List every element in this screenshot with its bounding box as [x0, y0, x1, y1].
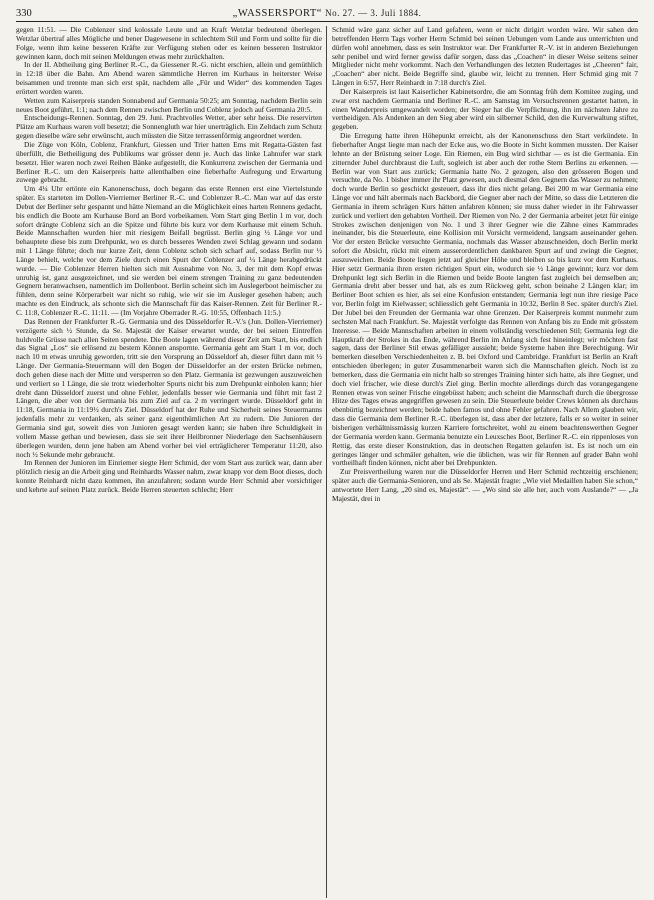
text-columns [16, 26, 638, 898]
page-number: 330 [16, 8, 32, 19]
paragraph: Schmid wäre ganz sicher auf Land gefahren, wenn er nicht dirigirt worden wäre. Wir sahen den betreffenden Herrn Tags vorher Herrn Schmid bei seinen Uebungen vom Lande aus unterrichten und dürfen wohl annehmen, dass es sein Instruktor war. Der Frankfurter R.-V. ist in anderen Beziehungen sehr penibel und wird ferner gewiss dafür sorgen, dass das „Coachen“ in dieser Weise seitens seiner Mitglieder nicht mehr vorkommt. Nach den Verhandlungen des letzten Rudertages ist „Cheeren“ fair, „Coachen“ aber nicht. Beide Begriffe sind, glaube wir, leicht zu trennen. Herr Schmid ging mit 7 Längen in 6:57, Herr Reinhardt in 7:18 durch's Ziel. [332, 26, 638, 88]
paragraph: gegen 11:51. — Die Coblenzer sind kolossale Leute und an Kraft Wetzlar bedeutend überlegen. Wetzlar übertraf alles Mögliche und bener Dagewesene in schlechtem Stil und Form und sollte für die Folge, wenn ihm keine besseren Kräfte zur Verfügung stehen oder es keinen besseren Instruktor gewinnen kann, doch mit seinen Meldungen etwas mehr zurückhalten. [16, 26, 322, 61]
paragraph: Zur Preisvertheilung waren nur die Düsseldorfer Herren und Herr Schmid rechtzeitig erschienen; später auch die Germania-Senioren, und als Se. Majestät fragte: „Wie viel Medaillen haben Sie schon,“ antwortete Herr Lang, „20 sind es, Majestät“. — „Wo sind sie alle her, auch vom Auslande?“ — „Ja Majestät, drei in [332, 467, 638, 503]
paragraph: Im Rennen der Junioren im Einriemer siegte Herr Schmid, der vom Start aus zurück war, dann aber plötzlich riesig an die Arbeit ging und Reinhardts Wasser nahm, zwar knapp vor dem Boot dieses, doch konnte Reinhardt nicht dazu kommen, ihn anzufahren; sodann wurde Herr Schmid aber vorsichtiger und kehrte auf seinen Platz zurück. Beide Herren steuerten schlecht; Herr [16, 458, 322, 494]
left-column [16, 26, 322, 898]
publication-title: „WASSERSPORT“ [232, 8, 322, 19]
paragraph: Die Züge von Köln, Coblenz, Frankfurt, Giessen und Trier hatten Ems mit Regatta-Gästen fast überfüllt, die Betheiligung des Publikums war grösser denn je. Auch das linke Lahnufer war stark besetzt. Hier waren noch zwei Reihen Bänke aufgestellt, die Konkurrenz zwischen der Germania und Berliner R.-C. um den Kaiserpreis hatte allenthalben eine fieberhafte Aufregung und Erwartung zuwege gebracht. [16, 139, 322, 185]
paragraph: Um 4¼ Uhr ertönte ein Kanonenschuss, doch begann das erste Rennen erst eine Viertelstunde später. Es starteten im Dollen-Vierriemer Berliner R.-C. und Coblenzer R.-C. Man war auf das erste Debut der Berliner sehr gespannt und hätte Niemand an die Möglichkeit eines harten Rennens gedacht, bis endlich die Boote am Kurhause Bord an Bord vorbeikamen. Vom Start ging Berlin 1 m vor, doch sofort drängte Coblenz sich an die Spitze und führte bis kurz vor dem Kurhause mit einem Schuh. Beide Mannschaften wurden hier mit riesigem Beifall begrüsst. Berlin ging ½ Länge vor und behauptete diese bis zum Drehpunkt, wo es durch besseres Wenden zwei Schlag gewann und sodann mit 1 Länge führte; doch nur kurze Zeit, denn Coblenz schob sich scharf auf, sodass Berlin nur ½ Länge behielt, welche vor dem Ziele durch einen Spurt der Coblenzer auf ¼ Länge herabgedrückt wurde. — Die Coblenzer Herren hielten sich mit Ausnahme von No. 3, der mit dem Kopf etwas unruhig ist, ganz ausgezeichnet, und sie werden bei einem strengen Training zu ganz bedeutenden Gegnern heranwachsen, namentlich im Dollenboot. Berlin scheint sich im Auslegerboot heimischer zu fühlen, denn seine Körperarbeit war nicht so ruhig, wie wir sie im Ausleger gesehen haben; auch machte es den Eindruck, als schonte sich die Mannschaft für das Kaiser-Rennen. Zeit für Berliner R.-C. 11:8, Coblenzer R.-C. 11:11. — (Im Vorjahre Oberrader R.-G. 10:55, Offenbach 11:5.) [16, 184, 322, 317]
running-head [16, 8, 638, 22]
paragraph: In der II. Abtheilung ging Berliner R.-C., da Giessener R.-G. nicht erschien, allein und gemüthlich in 12:18 über die Bahn. Am Abend waren sämmtliche Herren im Kurhaus in heiterster Weise beisammen und trennte man sich erst spät, nachdem alle „Für und Wider“ des kommenden Tages erörtert worden waren. [16, 60, 322, 96]
paragraph: Die Erregung hatte ihren Höhepunkt erreicht, als der Kanonenschuss den Start verkündete. In fieberhafter Angst liegte man nach der Ecke aus, wo die Boote in Sicht kommen mussten. Der Kaiser lehnte an der Brüstung seiner Loge. Ein Riemen, ein Bug wird sichtbar — es ist die Germania. Ein zitternder Jubel durchbraust die Luft, sogleich ist aber auch der rothe Stern Berlins zu erkennen. — Berlin war von Start aus zurück; Germania hatte No. 2 gezogen, also den grösseren Bogen und versuchte, da No. 1 bisher immer ihr Platz gewesen, auch diesmal den Gegnern das Wasser zu nehmen; doch wurde Berlin so geschickt gesteuert, dass ihr dies nicht gelang. Bei 200 m war Germania eine Länge vor und hält abermals nach Backbord, die Gegner aber nach der Mitte, so dass die Letzteren die Germania in ihrem schrägen Kurs hätten anfahren können; sie muss daher wieder in ihr Fahrwasser zurück und verliert den gehabten Vortheil. Der Riemen von No. 2 der Germania arbeitet jetzt für einige Strokes zwischen denjenigen von No. 1 und 3 ihrer Gegner wie die Zähne eines Kammrades ineinander, bis die Steuerleute, eine Kollision mit Vorsicht vermeidend, langsam auseinander gehen. Vor der ersten Brücke versuchte Germania, nochmals das Wasser abzuschneiden, doch Berlin merkt sofort die Absicht, rückt mit einem ausserordentlichen dankbaren Spurt auf und zwingt die Gegner, auszuweichen. Beide Boote liegen jetzt auf gleicher Höhe und bleiben so bis kurz vor dem Kurhaus. Hier setzt Germania ihren ersten richtigen Spurt ein, wodurch sie ½ Länge gewinnt; kurz vor dem Drehpunkt legt sich Berlin in die Riemen und beide Boote langten fast zugleich bei demselben an; Germania dreht aber besser und hat, als es zum Rückweg geht, schon beinahe 2 Längen klar; im Berliner Boot schien es hier, als sei eine Konfusion entstanden; Germania legt nun ihre riesige Pace vor, Berlin folgt im Kielwasser; schliesslich geht Germania in 10:32, Berlin 8 Sec. später durch's Ziel. Der Jubel bei den Freunden der Germania war ohne Grenzen. Der Kaiserpreis kommt nunmehr zum sechsten Mal nach Frankfurt. Se. Majestät verfolgte das Rennen von Anfang bis zu Ende mit grösstem Interesse. — Beide Mannschaften arbeiten in einem vollständig verschiedenen Stil; Germania legt die Hauptkraft der Strokes in das Ende, während Berlin im Anfang sich fest hineinlegt; wir möchten fast sagen, dass der Berliner Stil etwas gefälliger aussieht; beide Systeme haben ihre Berechtigung. Wir bemerken dieselben Verschiedenheiten z. B. bei Oxford und Cambridge. Frankfurt ist Berlin an Kraft entschieden überlegen; in guter Zusammenarbeit waren sich die Mannschaften gleich. Noch ist zu bemerken, dass die Germania ein nicht halb so strenges Training hinter sich hatte, als ihre Gegner, und doch viel frischer, wie diese durch's Ziel ging. Berlin mochte allerdings durch das vorangegangene Rennen etwas von seiner Frische eingebüsst haben; auch scheint die Mannschaft durch die übergrosse Hitze des Tages etwas angegriffen gewesen zu sein. Die Steuerleute beider Crews können als durchaus ebenbürtig bezeichnet werden; beide haben famos und ohne Fehler gefahren. Nach Allem glauben wir, dass die Germania dem Berliner R.-C. überlegen ist, dass aber der letztere, falls er so weiter in seiner bisherigen verhältnissmässig kurzen Karriere fortschreitet, wohl zu einem beachtenswerthen Gegner der Germania werden kann. Germania benutzte ein Leuxsches Boot, Berliner R.-C. ein rippenloses von Rettig, das erste dieser Konstruktion, das in deutschen Regatten gelaufen ist. Es ist noch um ein geringes länger und schmäler gehalten, wie die üblichen, was wir für Rennen auf grader Bahn wohl vortheilhaft finden können, nicht aber bei Drehpunkten. [332, 131, 638, 468]
column-rule [326, 26, 327, 898]
issue-line: No. 27. — 3. Juli 1884. [325, 8, 422, 18]
paragraph: Entscheidungs-Rennen. Sonntag, den 29. Juni. Prachtvolles Wetter, aber sehr heiss. Die reservirten Plätze am Kurhaus waren voll besetzt; die Sonnengluth war hier unerträglich. Ein Zeltdach zum Schutz gegen dieselbe wäre sehr erwünscht, auch müssten die Sitze terrassenförmig angeordnet werden. [16, 113, 322, 141]
paragraph: Das Rennen der Frankfurter R.-G. Germania und des Düsseldorfer R.-V.'s (Jun. Dollen-Vierriemer) verzögerte sich ½ Stunde, da Se. Majestät der Kaiser erwartet wurde, der bei seinen Eintreffen huldvolle Grüsse nach allen Seiten spendete. Die Boote lagen während dieser Zeit am Start, bis endlich das Signal „Los“ sie erlösend zu bestem Können anspornte. Germania geht am Start 1 m vor, doch nach 10 m etwas unruhig geworden, tritt sie den Vorsprung an Düsseldorf ab, dieser führt dann mit ½ Länge. Der Germania-Steuermann will den Bogen der Düsseldorfer an der ersten Brücke nehmen, doch gehen diese nach der Mitte und versperren so den Platz. Germania ist gezwungen auszuweichen und verliert so 1 Länge, die sie trotz wiederholter Spurts nicht bis zum Drehpunkt einholen kann; hier dreht dann Düsseldorf zuerst und ohne Fehler, jedenfalls besser wie Germania und führt mit fast 2 Längen, die aber von der Germania bis zum Ziel auf ca. 2 m verringert wurde. Düsseldorf geht in 11:18, Germania in 11:19½ durch's Ziel. Düsseldorf hat der Ruhe und Sicherheit seines Steuermanns jedenfalls mehr zu verdanken, als seiner ganz eigenthümlichen Art zu rudern. Die Junioren der Germania sind gut, soweit dies von Junioren gesagt werden kann; sie haben ihre Schuldigkeit in vollem Masse gethan und bewiesen, dass sie seit ihrer Heilbronner Niederlage den Sachsenhäusern überlegen wurden, denn jene haben am Abend vorher bei viel erträglicherer Temperatur 11:20, also noch ½ Sekunde mehr gebraucht. [16, 316, 322, 459]
right-column [332, 26, 638, 898]
masthead-title [56, 8, 598, 19]
paragraph: Wetten zum Kaiserpreis standen Sonnabend auf Germania 50:25; am Sonntag, nachdem Berlin sein neues Boot geführt, 1:1; nach dem Rennen zwischen Berlin und Coblenz jedoch auf Germania 20:5. [16, 95, 322, 114]
paragraph: Der Kaiserpreis ist laut Kaiserlicher Kabinetsordre, die am Sonntag früh dem Komitee zuging, und zwar erst nachdem Germania und Berliner R.-C. am Samstag im Versuchsrennen gestartet hatten, in einen Wanderpreis umgewandelt worden; der Sieger hat die Verpflichtung, ihn im nächsten Jahre zu vertheidigen. Als Andenken an den Sieg aber wird ein silberner Schild, den die Kurverwaltung stiftet, gegeben. [332, 86, 638, 132]
